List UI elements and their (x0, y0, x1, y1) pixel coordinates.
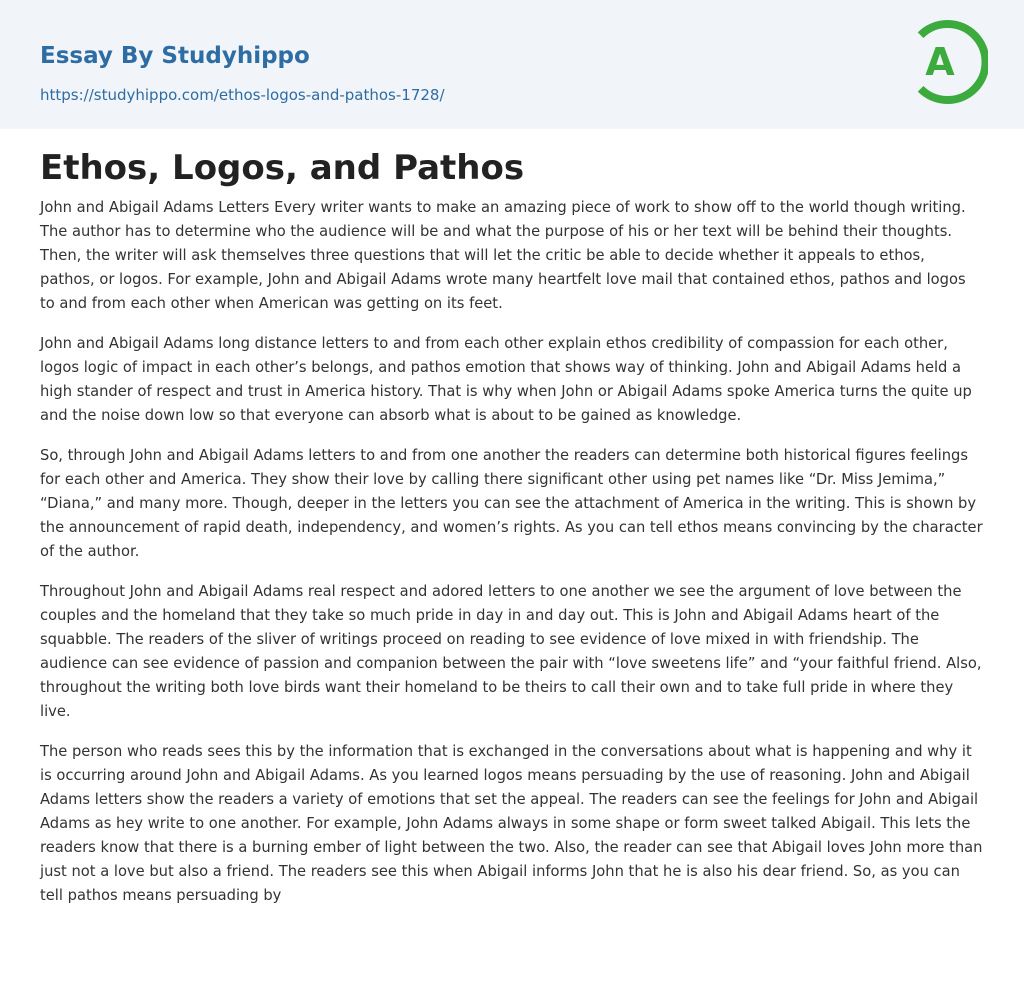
essay-title: Ethos, Logos, and Pathos (40, 148, 525, 188)
essay-paragraph: John and Abigail Adams Letters Every writer wants to make an amazing piece of work to show off to the world though writing. The author has to determine who the audience will be and what the purpose of his or her text will be behind their thoughts. Then, the writer will ask themselves three questions that will let the critic be able to decide whether it appeals to ethos, pathos, or logos. For example, John and Abigail Adams wrote many heartfelt love mail that contained ethos, pathos and logos to and from each other when American was getting on its feet. (40, 199, 966, 312)
essay-paragraph: So, through John and Abigail Adams letters to and from one another the readers can determine both historical figures feelings for each other and America. They show their love by calling there significant other using pet names like “Dr. Miss Jemima,” “Diana,” and many more. Though, deeper in the letters you can see the attachment of America in the writing. This is shown by the announcement of rapid death, independency, and women’s rights. As you can tell ethos means convincing by the character of the author. (40, 447, 983, 560)
essay-paragraph: John and Abigail Adams long distance letters to and from each other explain ethos credibility of compassion for each other, logos logic of impact in each other’s belongs, and pathos emotion that shows way of thinking. John and Abigail Adams held a high stander of respect and trust in America history. That is why when John or Abigail Adams spoke America turns the quite up and the noise down low so that everyone can absorb what is about to be gained as knowledge. (40, 335, 972, 424)
essay-paragraph: The person who reads sees this by the information that is exchanged in the conversations about what is happening and why it is occurring around John and Abigail Adams. As you learned logos means persuading by the use of reasoning. John and Abigail Adams letters show the readers a variety of emotions that set the appeal. The readers can see the feelings for John and Abigail Adams as hey write to one another. For example, John Adams always in some shape or form sweet talked Abigail. This lets the readers know that there is a burning ember of light between the two. Also, the reader can see that Abigail loves John more than just not a love but also a friend. The readers see this when Abigail informs John that he is also his dear friend. So, as you can tell pathos means persuading by (40, 743, 983, 904)
essay-url-link[interactable]: https://studyhippo.com/ethos-logos-and-pathos-1728/ (40, 86, 445, 104)
site-header (0, 0, 1024, 129)
logo-letter: A (925, 40, 955, 84)
essay-content (40, 146, 984, 924)
brand-title: Essay By Studyhippo (40, 43, 310, 69)
essay-paragraph: Throughout John and Abigail Adams real respect and adored letters to one another we see the argument of love between the couples and the homeland that they take so much pride in day in and day out. This is John and Abigail Adams heart of the squabble. The readers of the sliver of writings proceed on reading to see evidence of love mixed in with friendship. The audience can see evidence of passion and companion between the pair with “love sweetens life” and “your faithful friend. Also, throughout the writing both love birds want their homeland to be theirs to call their own and to take full pride in where they live. (40, 583, 982, 720)
studyhippo-logo (910, 18, 988, 106)
logo-icon (910, 18, 988, 106)
